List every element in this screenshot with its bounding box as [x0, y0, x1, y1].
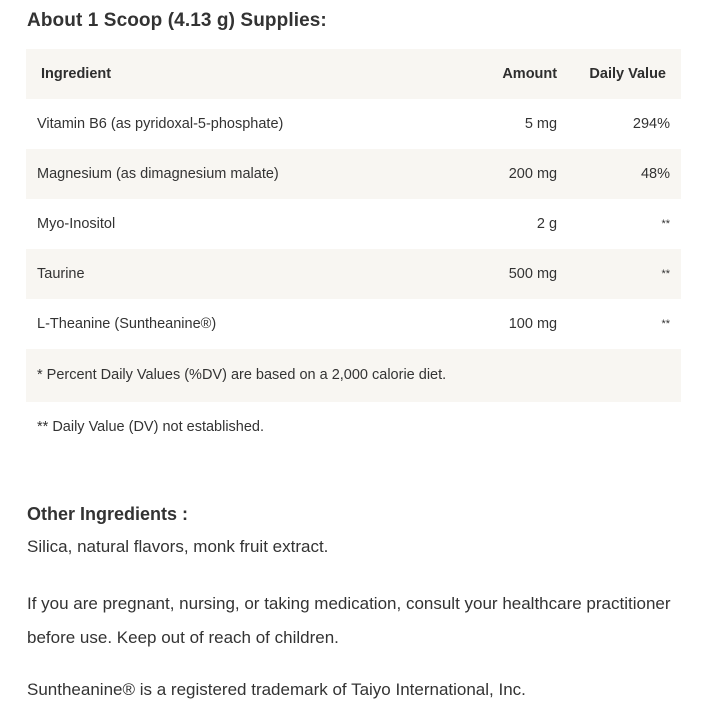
footnote-not-established: ** Daily Value (DV) not established.	[37, 419, 265, 435]
table-row	[26, 299, 681, 349]
table-row	[26, 99, 681, 149]
other-ingredients-heading: Other Ingredients :	[27, 504, 189, 524]
supplement-facts-title: About 1 Scoop (4.13 g) Supplies:	[27, 10, 327, 31]
table-row	[26, 249, 681, 299]
supplement-facts-table	[26, 49, 681, 452]
ingredient-name: Myo-Inositol	[37, 216, 116, 232]
other-ingredients-text: Silica, natural flavors, monk fruit extract.	[27, 537, 329, 556]
ingredient-name: L-Theanine (Suntheanine®)	[37, 316, 217, 332]
footnote-daily-values	[26, 349, 681, 402]
ingredient-amount: 500 mg	[508, 266, 558, 282]
ingredient-daily-value: 294%	[632, 116, 670, 132]
header-ingredient: Ingredient	[41, 66, 112, 82]
ingredient-name: Vitamin B6 (as pyridoxal-5-phosphate)	[37, 116, 284, 132]
ingredient-amount: 2 g	[536, 216, 558, 232]
header-amount: Amount	[502, 66, 558, 82]
ingredient-daily-value: **	[661, 318, 670, 330]
ingredient-amount: 5 mg	[524, 116, 558, 132]
trademark-notice: Suntheanine® is a registered trademark of Taiyo International, Inc.	[27, 680, 526, 699]
ingredient-daily-value: **	[661, 268, 670, 280]
table-row	[26, 149, 681, 199]
ingredient-name: Taurine	[37, 266, 85, 282]
header-daily-value: Daily Value	[589, 66, 666, 82]
ingredient-amount: 200 mg	[508, 166, 558, 182]
footnote-row	[26, 402, 681, 452]
table-row	[26, 199, 681, 249]
ingredient-amount: 100 mg	[508, 316, 558, 332]
ingredient-daily-value: **	[661, 218, 670, 230]
footnote-daily-values-text: * Percent Daily Values (%DV) are based on a 2,000 calorie diet.	[37, 367, 447, 383]
ingredient-name: Magnesium (as dimagnesium malate)	[37, 166, 279, 182]
footnote-row	[26, 349, 681, 402]
table-header-row	[26, 49, 681, 99]
warning-text: If you are pregnant, nursing, or taking medication, consult your healthcare practitioner before use. Keep out of reach of children.	[27, 594, 671, 647]
ingredient-daily-value: 48%	[640, 166, 670, 182]
